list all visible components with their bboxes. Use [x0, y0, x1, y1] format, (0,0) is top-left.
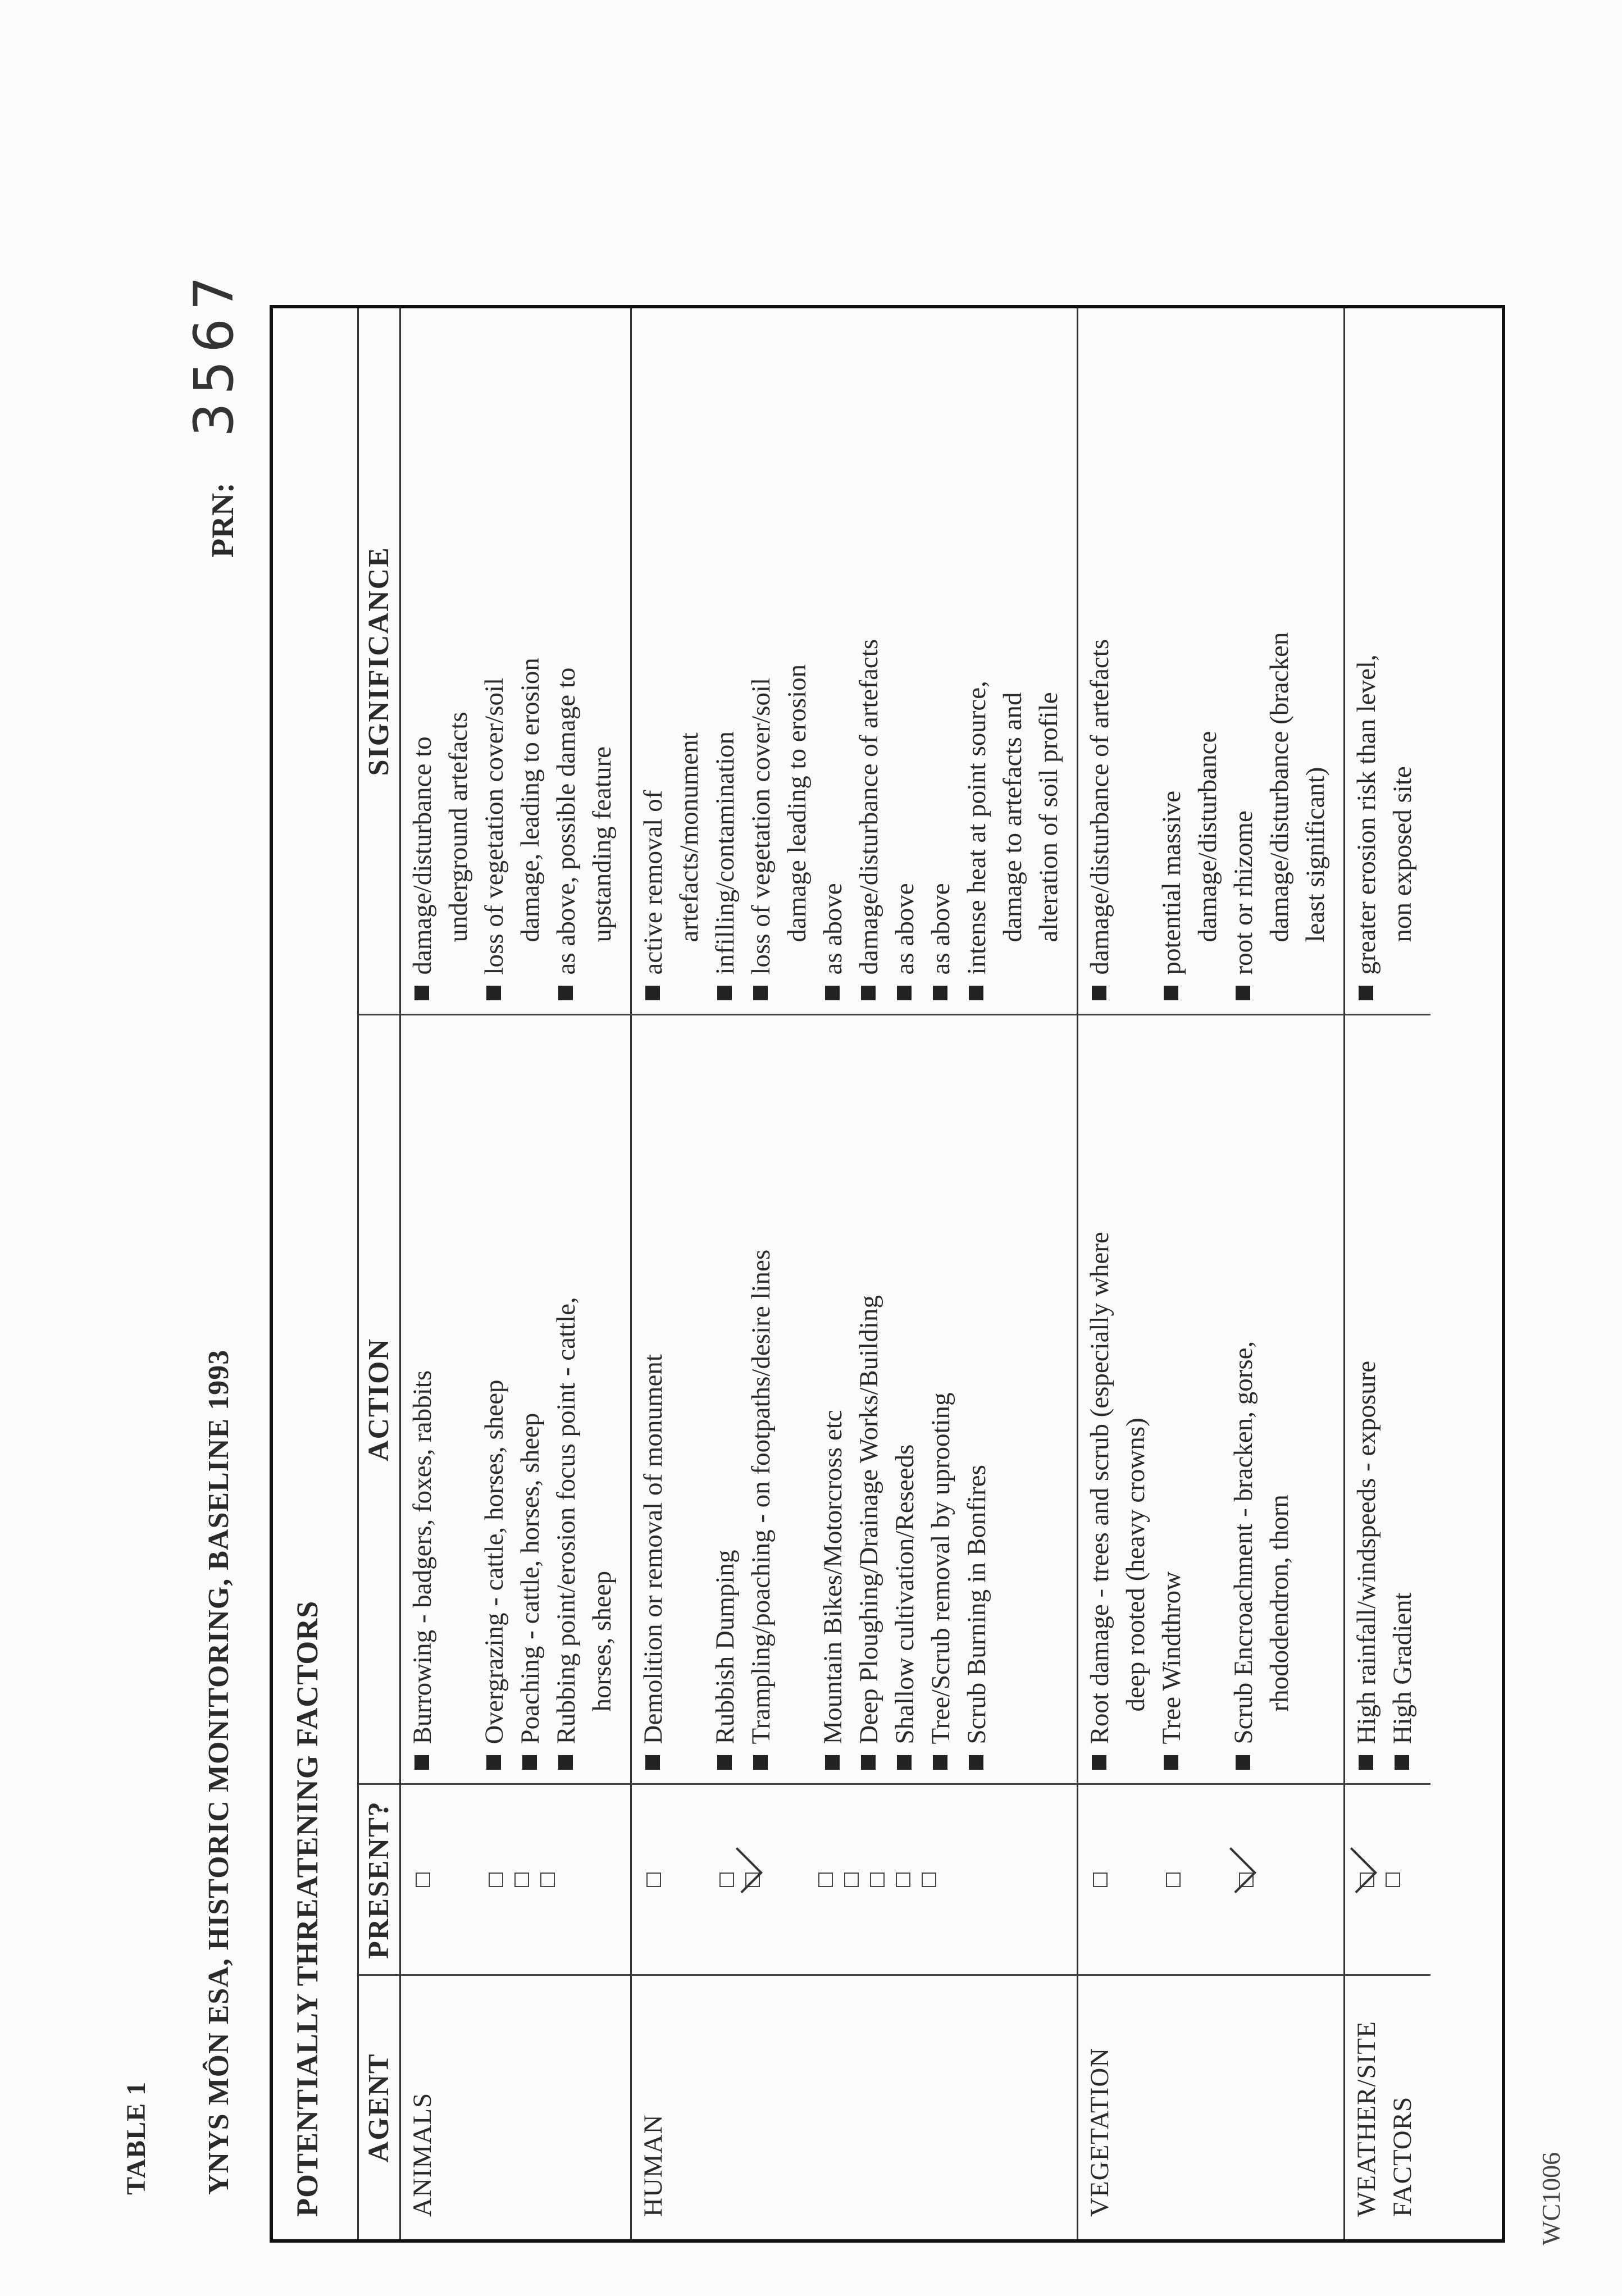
- action-text: deep rooted (heavy crowns): [1121, 1418, 1150, 1712]
- significance-item: [995, 314, 1031, 1009]
- col-header-present: PRESENT?: [358, 1784, 400, 1975]
- action-item: [887, 1022, 923, 1778]
- action-text: Overgrazing - cattle, horses, sheep: [480, 1379, 509, 1744]
- square-bullet-icon: [897, 986, 912, 1001]
- significance-item: [440, 314, 476, 1009]
- significance-cell: [631, 308, 1078, 1015]
- present-cell: [1078, 1784, 1345, 1975]
- significance-item: [671, 314, 707, 1009]
- significance-text: loss of vegetation cover/soil: [480, 677, 509, 975]
- action-text: rhododendron, thorn: [1265, 1495, 1294, 1712]
- square-bullet-icon: [969, 1756, 983, 1770]
- square-bullet-icon: [753, 986, 768, 1001]
- significance-item: [1348, 314, 1384, 1009]
- significance-text: upstanding feature: [587, 746, 617, 942]
- action-text: High Gradient: [1388, 1592, 1417, 1744]
- significance-cell: [400, 308, 631, 1015]
- square-bullet-icon: [717, 1756, 732, 1770]
- row-spacer: [771, 1791, 807, 1969]
- significance-item: [404, 314, 440, 1009]
- checked-checkbox: [1360, 1873, 1374, 1887]
- action-text: Rubbish Dumping: [710, 1550, 740, 1744]
- square-bullet-icon: [558, 1756, 573, 1770]
- empty-checkbox: [870, 1873, 885, 1887]
- action-cell: [1345, 1015, 1431, 1784]
- significance-item: [548, 314, 584, 1009]
- square-bullet-icon: [1164, 1756, 1178, 1770]
- empty-checkbox: [818, 1873, 833, 1887]
- significance-text: damage to artefacts and: [998, 692, 1027, 942]
- significance-item: [1082, 314, 1118, 1009]
- empty-checkbox: [1386, 1873, 1400, 1887]
- col-header-agent: AGENT: [358, 1975, 400, 2239]
- action-item: [635, 1022, 671, 1778]
- agent-cell: [1345, 1975, 1431, 2239]
- significance-item: [887, 314, 923, 1009]
- significance-text: as above: [890, 883, 919, 975]
- significance-item: [743, 314, 779, 1009]
- action-item: [743, 1022, 779, 1778]
- table-row: [400, 308, 631, 2239]
- square-bullet-icon: [753, 1756, 768, 1770]
- action-text: High rainfall/windspeeds - exposure: [1352, 1360, 1381, 1744]
- significance-item: [512, 314, 548, 1009]
- square-bullet-icon: [414, 1756, 429, 1770]
- significance-text: underground artefacts: [444, 712, 473, 942]
- significance-cell: [1078, 308, 1345, 1015]
- action-text: Scrub Encroachment - bracken, gorse,: [1229, 1341, 1258, 1744]
- action-text: Poaching - cattle, horses, sheep: [516, 1413, 545, 1744]
- significance-text: damage leading to erosion: [782, 664, 812, 942]
- significance-item: [1261, 314, 1297, 1009]
- square-bullet-icon: [1236, 1756, 1250, 1770]
- row-spacer: [779, 1022, 815, 1778]
- square-bullet-icon: [825, 1756, 840, 1770]
- square-bullet-icon: [933, 1756, 947, 1770]
- action-item: [512, 1022, 548, 1778]
- table-row: [1345, 308, 1431, 2239]
- agent-cell: [1078, 1975, 1345, 2239]
- square-bullet-icon: [1236, 986, 1250, 1001]
- significance-item: [584, 314, 620, 1009]
- row-spacer: [441, 1791, 477, 1969]
- action-text: Trampling/poaching - on footpaths/desire lines: [746, 1249, 776, 1744]
- square-bullet-icon: [645, 986, 660, 1001]
- prn-handwritten-number: 3567: [183, 268, 245, 437]
- significance-item: [1031, 314, 1067, 1009]
- table-frame: [270, 305, 1505, 2243]
- action-cell: [631, 1015, 1078, 1784]
- significance-text: loss of vegetation cover/soil: [746, 677, 776, 975]
- action-item: [1118, 1022, 1154, 1778]
- significance-item: [923, 314, 959, 1009]
- significance-item: [959, 314, 995, 1009]
- square-bullet-icon: [861, 986, 876, 1001]
- action-item: [959, 1022, 995, 1778]
- action-text: Burrowing - badgers, foxes, rabbits: [408, 1370, 437, 1744]
- action-item: [923, 1022, 959, 1778]
- empty-checkbox: [489, 1873, 503, 1887]
- significance-item: [1154, 314, 1190, 1009]
- significance-item: [815, 314, 851, 1009]
- significance-item: [635, 314, 671, 1009]
- action-cell: [1078, 1015, 1345, 1784]
- significance-text: damage/disturbance to: [408, 736, 437, 975]
- action-text: Root damage - trees and scrub (especially where: [1085, 1232, 1114, 1744]
- header-row: [358, 308, 400, 2239]
- significance-item: [476, 314, 512, 1009]
- present-cell: [400, 1784, 631, 1975]
- action-item: [404, 1022, 440, 1778]
- empty-checkbox: [844, 1873, 859, 1887]
- agent-name: ANIMALS: [408, 2092, 437, 2217]
- table-label: TABLE 1: [121, 2081, 151, 2195]
- square-bullet-icon: [1395, 1756, 1409, 1770]
- col-header-action: ACTION: [358, 1015, 400, 1784]
- significance-text: potential massive: [1157, 790, 1186, 975]
- agent-name: WEATHER/SITE FACTORS: [1352, 2021, 1417, 2217]
- agent-name: HUMAN: [639, 2114, 668, 2217]
- square-bullet-icon: [645, 1756, 660, 1770]
- action-text: Mountain Bikes/Motorcross etc: [818, 1410, 848, 1744]
- empty-checkbox: [896, 1873, 910, 1887]
- action-item: [1082, 1022, 1118, 1778]
- row-spacer: [1190, 1022, 1225, 1778]
- square-bullet-icon: [717, 986, 732, 1001]
- empty-checkbox: [540, 1873, 555, 1887]
- significance-text: intense heat at point source,: [962, 681, 991, 975]
- significance-item: [707, 314, 743, 1009]
- significance-text: damage/disturbance of artefacts: [1085, 639, 1114, 975]
- action-item: [851, 1022, 887, 1778]
- table-body: [400, 308, 1431, 2239]
- square-bullet-icon: [1164, 986, 1178, 1001]
- square-bullet-icon: [1092, 986, 1106, 1001]
- square-bullet-icon: [897, 1756, 912, 1770]
- significance-text: active removal of: [639, 790, 668, 975]
- square-bullet-icon: [1359, 986, 1373, 1001]
- square-bullet-icon: [933, 986, 947, 1001]
- empty-checkbox: [922, 1873, 936, 1887]
- action-item: [707, 1022, 743, 1778]
- action-text: horses, sheep: [587, 1570, 617, 1712]
- row-spacer: [1118, 314, 1154, 1009]
- square-bullet-icon: [486, 1756, 501, 1770]
- square-bullet-icon: [414, 986, 429, 1001]
- row-spacer: [440, 1022, 476, 1778]
- significance-text: artefacts/monument: [675, 732, 704, 942]
- row-spacer: [671, 1022, 707, 1778]
- square-bullet-icon: [1092, 1756, 1106, 1770]
- action-cell: [400, 1015, 631, 1784]
- significance-item: [1190, 314, 1225, 1009]
- checked-checkbox: [1239, 1873, 1254, 1887]
- square-bullet-icon: [825, 986, 840, 1001]
- checked-checkbox: [745, 1873, 760, 1887]
- action-item: [1384, 1022, 1420, 1778]
- empty-checkbox: [646, 1873, 661, 1887]
- significance-cell: [1345, 308, 1431, 1015]
- agent-name: VEGETATION: [1085, 2047, 1114, 2217]
- square-bullet-icon: [522, 1756, 537, 1770]
- significance-text: alteration of soil profile: [1034, 692, 1063, 942]
- action-text: Deep Ploughing/Drainage Works/Building: [854, 1295, 883, 1744]
- significance-item: [1297, 314, 1333, 1009]
- table-row: [631, 308, 1078, 2239]
- significance-item: [851, 314, 887, 1009]
- significance-text: damage/disturbance of artefacts: [854, 639, 883, 975]
- empty-checkbox: [1166, 1873, 1181, 1887]
- significance-text: damage/disturbance: [1193, 731, 1222, 942]
- threat-table: [357, 308, 1430, 2239]
- significance-text: non exposed site: [1388, 766, 1417, 942]
- action-item: [584, 1022, 620, 1778]
- action-text: Shallow cultivation/Reseeds: [890, 1444, 919, 1744]
- significance-text: root or rhizome: [1229, 810, 1258, 975]
- square-bullet-icon: [1359, 1756, 1373, 1770]
- action-text: Tree/Scrub removal by uprooting: [926, 1392, 955, 1744]
- significance-text: damage, leading to erosion: [516, 658, 545, 942]
- action-item: [1261, 1022, 1297, 1778]
- square-bullet-icon: [486, 986, 501, 1001]
- significance-text: as above: [818, 883, 848, 975]
- action-item: [1225, 1022, 1261, 1778]
- action-item: [1154, 1022, 1190, 1778]
- empty-checkbox: [514, 1873, 529, 1887]
- significance-item: [1225, 314, 1261, 1009]
- action-item: [1348, 1022, 1384, 1778]
- table-row: [1078, 308, 1345, 2239]
- action-text: Demolition or removal of monument: [639, 1354, 668, 1744]
- action-item: [548, 1022, 584, 1778]
- action-text: Rubbing point/erosion focus point - cattle,: [552, 1297, 581, 1744]
- significance-item: [1384, 314, 1420, 1009]
- footer-code: WC1006: [1537, 2152, 1565, 2245]
- action-item: [815, 1022, 851, 1778]
- row-spacer: [1119, 1791, 1155, 1969]
- action-text: Tree Windthrow: [1157, 1571, 1186, 1744]
- significance-text: as above: [926, 883, 955, 975]
- table-caption: POTENTIALLY THREATENING FACTORS: [290, 1600, 324, 2217]
- row-spacer: [672, 1791, 708, 1969]
- action-item: [476, 1022, 512, 1778]
- document-title: YNYS MÔN ESA, HISTORIC MONITORING, BASELINE 1993: [203, 1349, 235, 2195]
- present-cell: [631, 1784, 1078, 1975]
- action-text: Scrub Burning in Bonfires: [962, 1465, 991, 1744]
- square-bullet-icon: [969, 986, 983, 1001]
- square-bullet-icon: [558, 986, 573, 1001]
- significance-text: least significant): [1301, 767, 1330, 942]
- present-cell: [1345, 1784, 1431, 1975]
- significance-text: as above, possible damage to: [552, 667, 581, 975]
- agent-cell: [631, 1975, 1078, 2239]
- agent-cell: [400, 1975, 631, 2239]
- empty-checkbox: [416, 1873, 430, 1887]
- col-header-significance: SIGNIFICANCE: [358, 308, 400, 1015]
- square-bullet-icon: [861, 1756, 876, 1770]
- significance-text: greater erosion risk than level,: [1352, 654, 1381, 975]
- empty-checkbox: [1093, 1873, 1108, 1887]
- significance-item: [779, 314, 815, 1009]
- significance-text: infilling/contamination: [710, 731, 740, 975]
- prn-label: PRN:: [206, 482, 240, 558]
- significance-text: damage/disturbance (bracken: [1265, 632, 1294, 942]
